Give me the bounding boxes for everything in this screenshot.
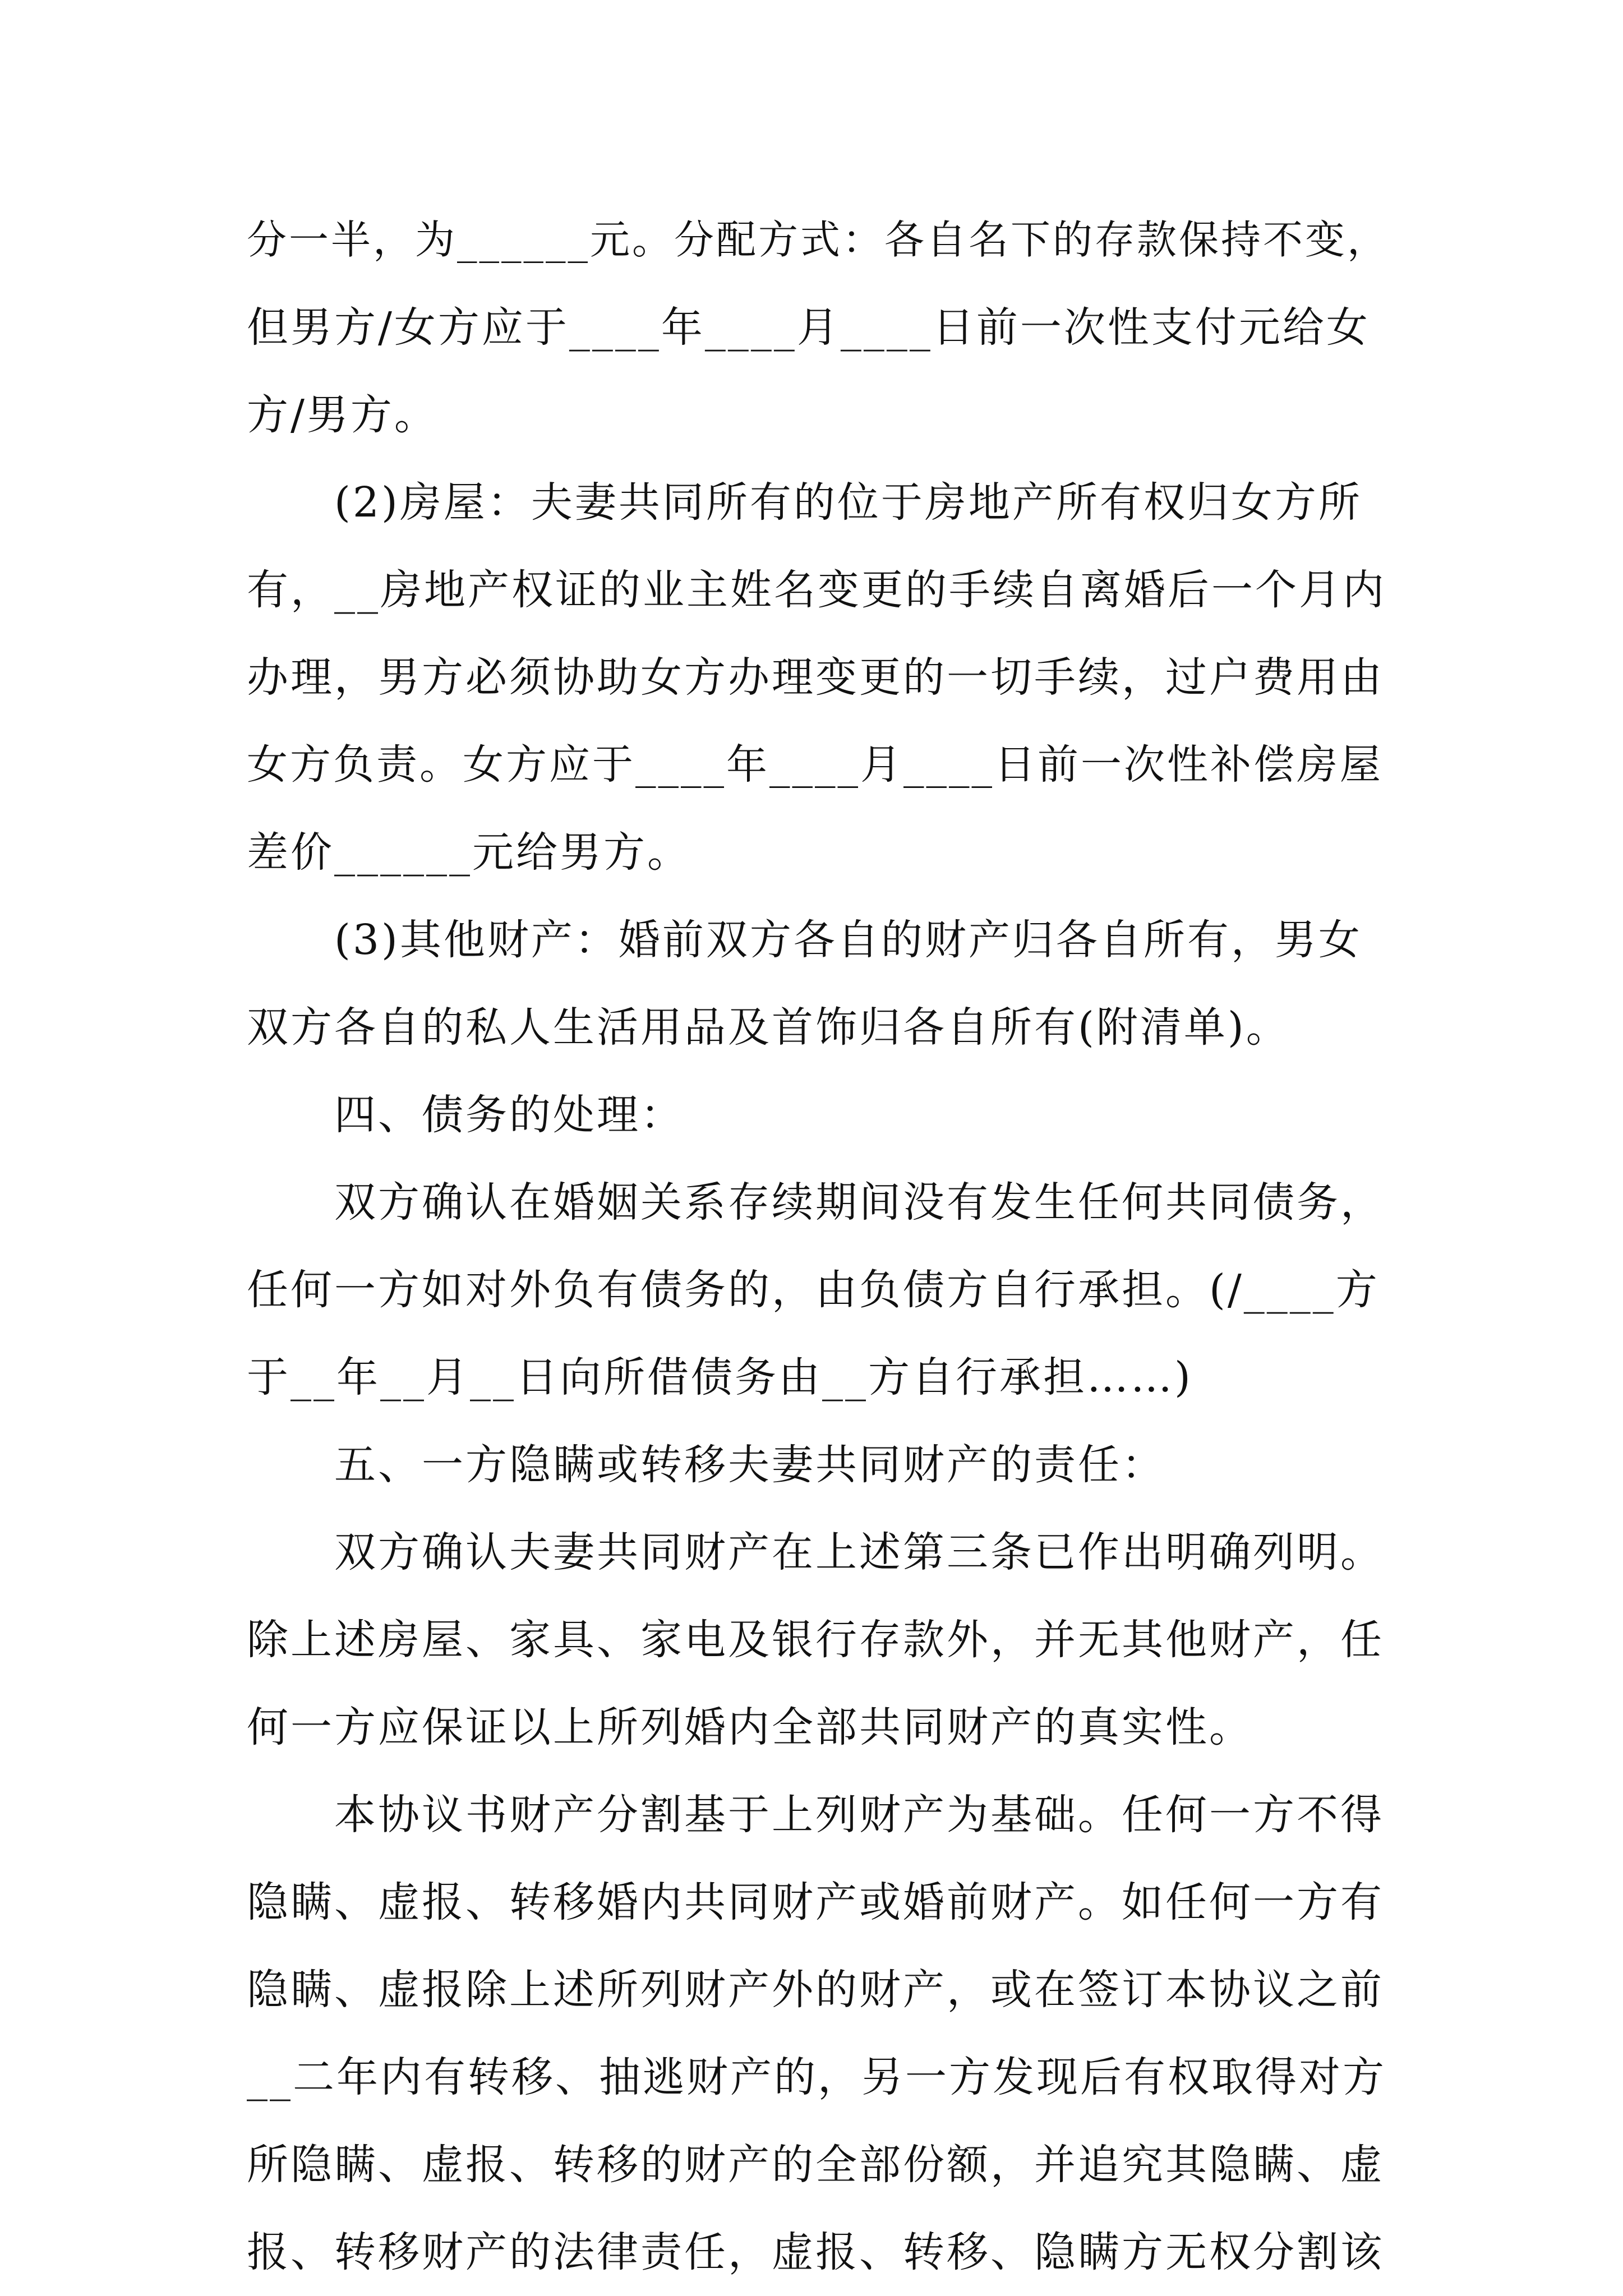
text-line: __二年内有转移、抽逃财产的，另一方发现后有权取得对方 (247, 2053, 1386, 2101)
text-line: 但男方/女方应于____年____月____日前一次性支付元给女 (247, 303, 1370, 352)
text-line: 双方确认夫妻共同财产在上述第三条已作出明确列明。 (334, 1528, 1384, 1576)
text-line: 任何一方如对外负有债务的，由负债方自行承担。(/____方 (247, 1266, 1380, 1314)
text-line: 双方各自的私人生活用品及首饰归各自所有(附清单)。 (247, 1003, 1290, 1052)
text-line: 有，__房地产权证的业主姓名变更的手续自离婚后一个月内 (247, 566, 1386, 614)
text-line: 分一半，为______元。分配方式：各自名下的存款保持不变， (247, 216, 1390, 263)
text-line: 双方确认在婚姻关系存续期间没有发生任何共同债务， (334, 1178, 1384, 1227)
text-line: 报、转移财产的法律责任，虚报、转移、隐瞒方无权分割该 (247, 2228, 1384, 2276)
text-line: 方/男方。 (247, 391, 438, 439)
section-heading: 五、一方隐瞒或转移夫妻共同财产的责任： (334, 1441, 1165, 1489)
text-line: (2)房屋：夫妻共同所有的位于房地产所有权归女方所 (334, 478, 1362, 527)
text-line: 差价______元给男方。 (247, 828, 691, 877)
text-line: 隐瞒、虚报除上述所列财产外的财产，或在签订本协议之前 (247, 1966, 1384, 2014)
document-body (247, 196, 1391, 2296)
text-line: 所隐瞒、虚报、转移的财产的全部份额，并追究其隐瞒、虚 (247, 2141, 1384, 2189)
text-line: 本协议书财产分割基于上列财产为基础。任何一方不得 (334, 1791, 1384, 1839)
text-line: 女方负责。女方应于____年____月____日前一次性补偿房屋 (247, 741, 1383, 789)
text-line: 于__年__月__日向所借债务由__方自行承担……) (247, 1353, 1193, 1401)
text-line: 隐瞒、虚报、转移婚内共同财产或婚前财产。如任何一方有 (247, 1878, 1384, 1926)
text-line: 何一方应保证以上所列婚内全部共同财产的真实性。 (247, 1703, 1253, 1751)
section-heading: 四、债务的处理： (334, 1091, 684, 1139)
text-line: (3)其他财产：婚前双方各自的财产归各自所有，男女 (334, 916, 1362, 964)
text-line: 办理，男方必须协助女方办理变更的一切手续，过户费用由 (247, 653, 1384, 702)
text-line: 除上述房屋、家具、家电及银行存款外，并无其他财产，任 (247, 1616, 1384, 1664)
